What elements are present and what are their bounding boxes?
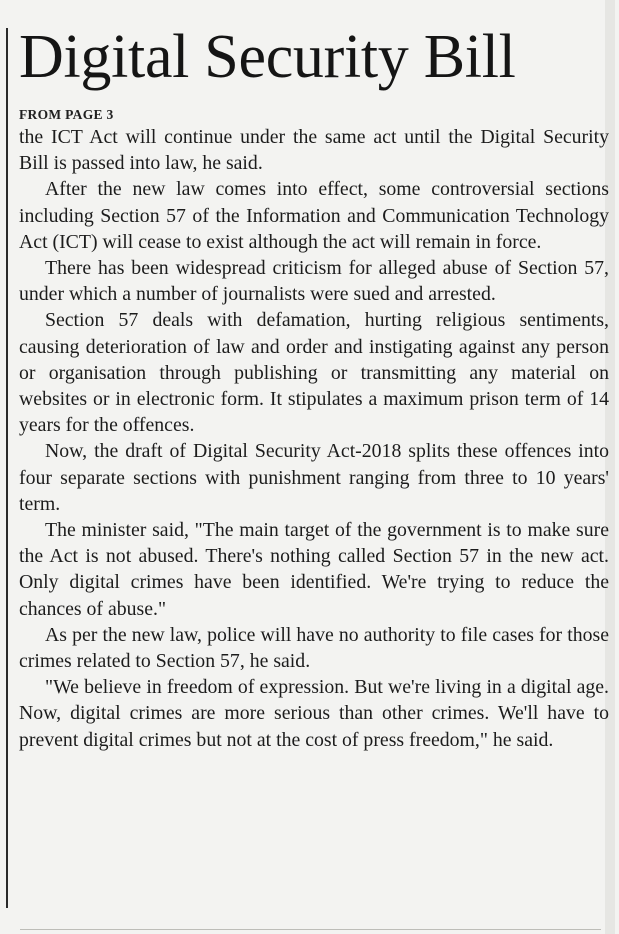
article-paragraph: After the new law comes into effect, some controversial sections including Section 57 of the Information and Communication Technology Act (ICT) will cease to exist although the act will remain in force. — [19, 178, 609, 253]
article-paragraph: Now, the draft of Digital Security Act-2018 splits these offences into four separate sections with punishment ranging from three to 10 years' term. — [19, 440, 609, 515]
article-body — [19, 124, 609, 753]
article-paragraph: the ICT Act will continue under the same act until the Digital Security Bill is passed into law, he said. — [19, 126, 609, 175]
article-headline: Digital Security Bill — [19, 23, 516, 91]
bottom-rule — [20, 929, 601, 930]
article-paragraph: There has been widespread criticism for alleged abuse of Section 57, under which a number of journalists were sued and arrested. — [19, 257, 609, 306]
article-paragraph: The minister said, "The main target of the government is to make sure the Act is not abused. There's nothing called Section 57 in the new act. Only digital crimes have been identified. We're trying to reduce the chances of abuse." — [19, 519, 609, 620]
jump-line: FROM PAGE 3 — [19, 107, 114, 122]
news-article — [19, 0, 609, 753]
article-paragraph: As per the new law, police will have no authority to file cases for those crimes related to Section 57, he said. — [19, 623, 609, 673]
article-paragraph: "We believe in freedom of expression. But we're living in a digital age. Now, digital crimes are more serious than other crimes. We'll have to prevent digital crimes but not at the cost of press freedom," he said. — [19, 676, 609, 751]
column-rule-left — [6, 28, 8, 908]
article-paragraph: Section 57 deals with defamation, hurting religious sentiments, causing deterioration of law and order and instigating against any person or organisation through publishing or transmitting any material on websites or in electronic form. It stipulates a maximum prison term of 14 years for the offences. — [19, 309, 609, 437]
